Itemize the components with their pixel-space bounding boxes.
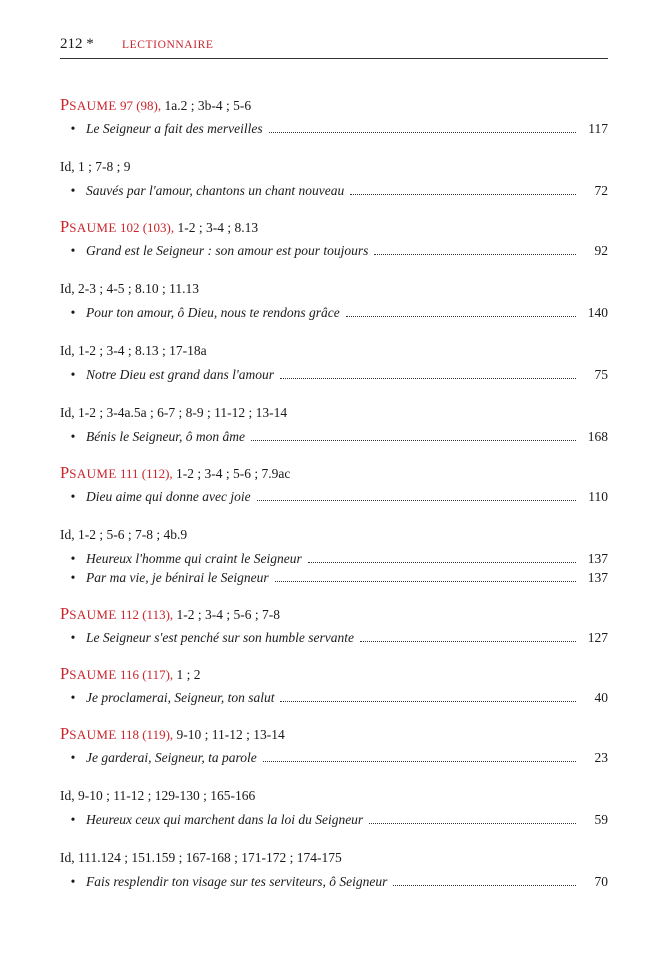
bullet-icon: • [70,489,76,504]
refrain-text: Je proclamerai, Seigneur, ton salut [86,690,275,705]
psalm-reference [60,605,608,623]
verse-range: 2-3 ; 4-5 ; 8.10 ; 11.13 [78,281,199,296]
psalm-heading [60,463,173,482]
psalm-word: SAUME [69,98,117,113]
psalm-entry [60,96,608,138]
refrain-item [60,304,608,322]
psalm-word: SAUME [69,607,117,622]
psalm-reference [60,404,608,422]
psalm-initial: P [60,463,70,482]
id-label: Id, [60,850,75,865]
dot-leader [257,488,576,501]
id-label: Id, [60,159,75,174]
id-label: Id, [60,281,75,296]
page-reference: 92 [594,243,608,258]
psalm-entry [60,665,608,707]
psalm-number: 111 (112), [119,466,173,481]
psalm-initial: P [60,95,70,114]
verse-range: 9-10 ; 11-12 ; 13-14 [176,727,285,742]
page-reference: 23 [594,750,608,765]
refrain-text: Par ma vie, je bénirai le Seigneur [86,570,269,585]
refrain-text: Heureux ceux qui marchent dans la loi du Seigneur [86,812,364,827]
id-entry [60,404,608,446]
page-number: 212 * [60,36,94,52]
psalm-initial: P [60,217,70,236]
bullet-icon: • [70,551,76,566]
refrain-item [60,749,608,767]
page-reference: 117 [588,121,608,136]
dot-leader [280,366,576,379]
bullet-icon: • [70,874,76,889]
dot-leader [263,749,576,762]
dot-leader [369,811,576,824]
id-label: Id, [60,343,75,358]
refrain-item [60,428,608,446]
psalm-number: 116 (117), [119,667,174,682]
page-reference: 75 [594,367,608,382]
page-reference: 137 [587,570,608,585]
verse-range: 1-2 ; 3-4 ; 5-6 ; 7.9ac [176,466,291,481]
refrain-item [60,120,608,138]
running-title: LECTIONNAIRE [122,39,214,51]
psalm-entry [60,605,608,647]
psalm-initial: P [60,604,70,623]
psalm-reference [60,158,608,176]
verse-range: 1-2 ; 3-4 ; 8.13 ; 17-18a [78,343,207,358]
refrain-item [60,569,608,587]
refrain-text: Pour ton amour, ô Dieu, nous te rendons grâce [86,305,340,320]
psalm-number: 112 (113), [119,607,174,622]
verse-range: 1-2 ; 3-4 ; 5-6 ; 7-8 [176,607,281,622]
psalm-word: SAUME [69,727,117,742]
psalm-initial: P [60,724,70,743]
page-reference: 110 [588,489,608,504]
psalm-word: SAUME [69,220,117,235]
refrain-item [60,873,608,891]
psalm-heading [60,664,174,683]
page-reference: 40 [594,690,608,705]
psalm-word: SAUME [69,667,117,682]
refrain-item [60,242,608,260]
dot-leader [374,242,576,255]
refrain-text: Heureux l'homme qui craint le Seigneur [86,551,302,566]
page-reference: 137 [587,551,608,566]
verse-range: 1-2 ; 3-4a.5a ; 6-7 ; 8-9 ; 11-12 ; 13-14 [78,405,288,420]
dot-leader [350,182,576,195]
verse-range: 1-2 ; 3-4 ; 8.13 [177,220,259,235]
dot-leader [280,689,576,702]
psalm-heading [60,217,175,236]
refrain-text: Sauvés par l'amour, chantons un chant nouveau [86,183,345,198]
psalm-entry [60,464,608,506]
psalm-reference [60,280,608,298]
bullet-icon: • [70,305,76,320]
verse-range: 111.124 ; 151.159 ; 167-168 ; 171-172 ; 174-175 [78,850,342,865]
dot-leader [269,120,576,133]
page-reference: 59 [594,812,608,827]
psalm-initial: P [60,664,70,683]
verse-range: 1a.2 ; 3b-4 ; 5-6 [164,98,252,113]
refrain-item [60,550,608,568]
psalm-reference [60,342,608,360]
verse-range: 1-2 ; 5-6 ; 7-8 ; 4b.9 [78,527,188,542]
id-label: Id, [60,527,75,542]
refrain-item [60,811,608,829]
refrain-text: Fais resplendir ton visage sur tes serviteurs, ô Seigneur [86,874,388,889]
psalm-entry [60,725,608,767]
dot-leader [346,304,576,317]
dot-leader [275,569,576,582]
page-reference: 70 [594,874,608,889]
psalm-reference [60,665,608,683]
bullet-icon: • [70,750,76,765]
bullet-icon: • [70,367,76,382]
refrain-text: Le Seigneur a fait des merveilles [86,121,263,136]
id-entry [60,158,608,200]
psalm-reference [60,725,608,743]
bullet-icon: • [70,183,76,198]
psalm-reference [60,787,608,805]
bullet-icon: • [70,690,76,705]
psalm-heading [60,95,162,114]
running-header [60,36,608,59]
dot-leader [251,428,576,441]
psalm-entry [60,218,608,260]
bullet-icon: • [70,570,76,585]
refrain-text: Dieu aime qui donne avec joie [86,489,251,504]
psalm-heading [60,604,174,623]
psalm-number: 102 (103), [119,220,175,235]
refrain-item [60,629,608,647]
refrain-item [60,488,608,506]
bullet-icon: • [70,429,76,444]
psalm-reference [60,96,608,114]
psalm-word: SAUME [69,466,117,481]
refrain-text: Bénis le Seigneur, ô mon âme [86,429,245,444]
id-label: Id, [60,788,75,803]
page-reference: 72 [594,183,608,198]
page-reference: 168 [587,429,608,444]
psalm-reference [60,464,608,482]
bullet-icon: • [70,243,76,258]
bullet-icon: • [70,121,76,136]
id-entry [60,280,608,322]
dot-leader [360,629,576,642]
refrain-item [60,366,608,384]
id-entry [60,342,608,384]
psalm-reference [60,526,608,544]
bullet-icon: • [70,812,76,827]
verse-range: 1 ; 2 [176,667,201,682]
page-reference: 127 [587,630,608,645]
psalm-heading [60,724,174,743]
bullet-icon: • [70,630,76,645]
dot-leader [393,873,576,886]
id-entry [60,849,608,891]
refrain-item [60,182,608,200]
psalm-index [60,96,608,891]
psalm-reference [60,218,608,236]
psalm-number: 118 (119), [119,727,174,742]
verse-range: 9-10 ; 11-12 ; 129-130 ; 165-166 [78,788,256,803]
refrain-item [60,689,608,707]
psalm-reference [60,849,608,867]
verse-range: 1 ; 7-8 ; 9 [78,159,131,174]
refrain-text: Grand est le Seigneur : son amour est pour toujours [86,243,369,258]
id-entry [60,787,608,829]
page-reference: 140 [587,305,608,320]
id-label: Id, [60,405,75,420]
dot-leader [308,550,576,563]
psalm-number: 97 (98), [119,98,162,113]
refrain-text: Notre Dieu est grand dans l'amour [86,367,275,382]
refrain-text: Le Seigneur s'est penché sur son humble servante [86,630,354,645]
id-entry [60,526,608,587]
refrain-text: Je garderai, Seigneur, ta parole [86,750,257,765]
